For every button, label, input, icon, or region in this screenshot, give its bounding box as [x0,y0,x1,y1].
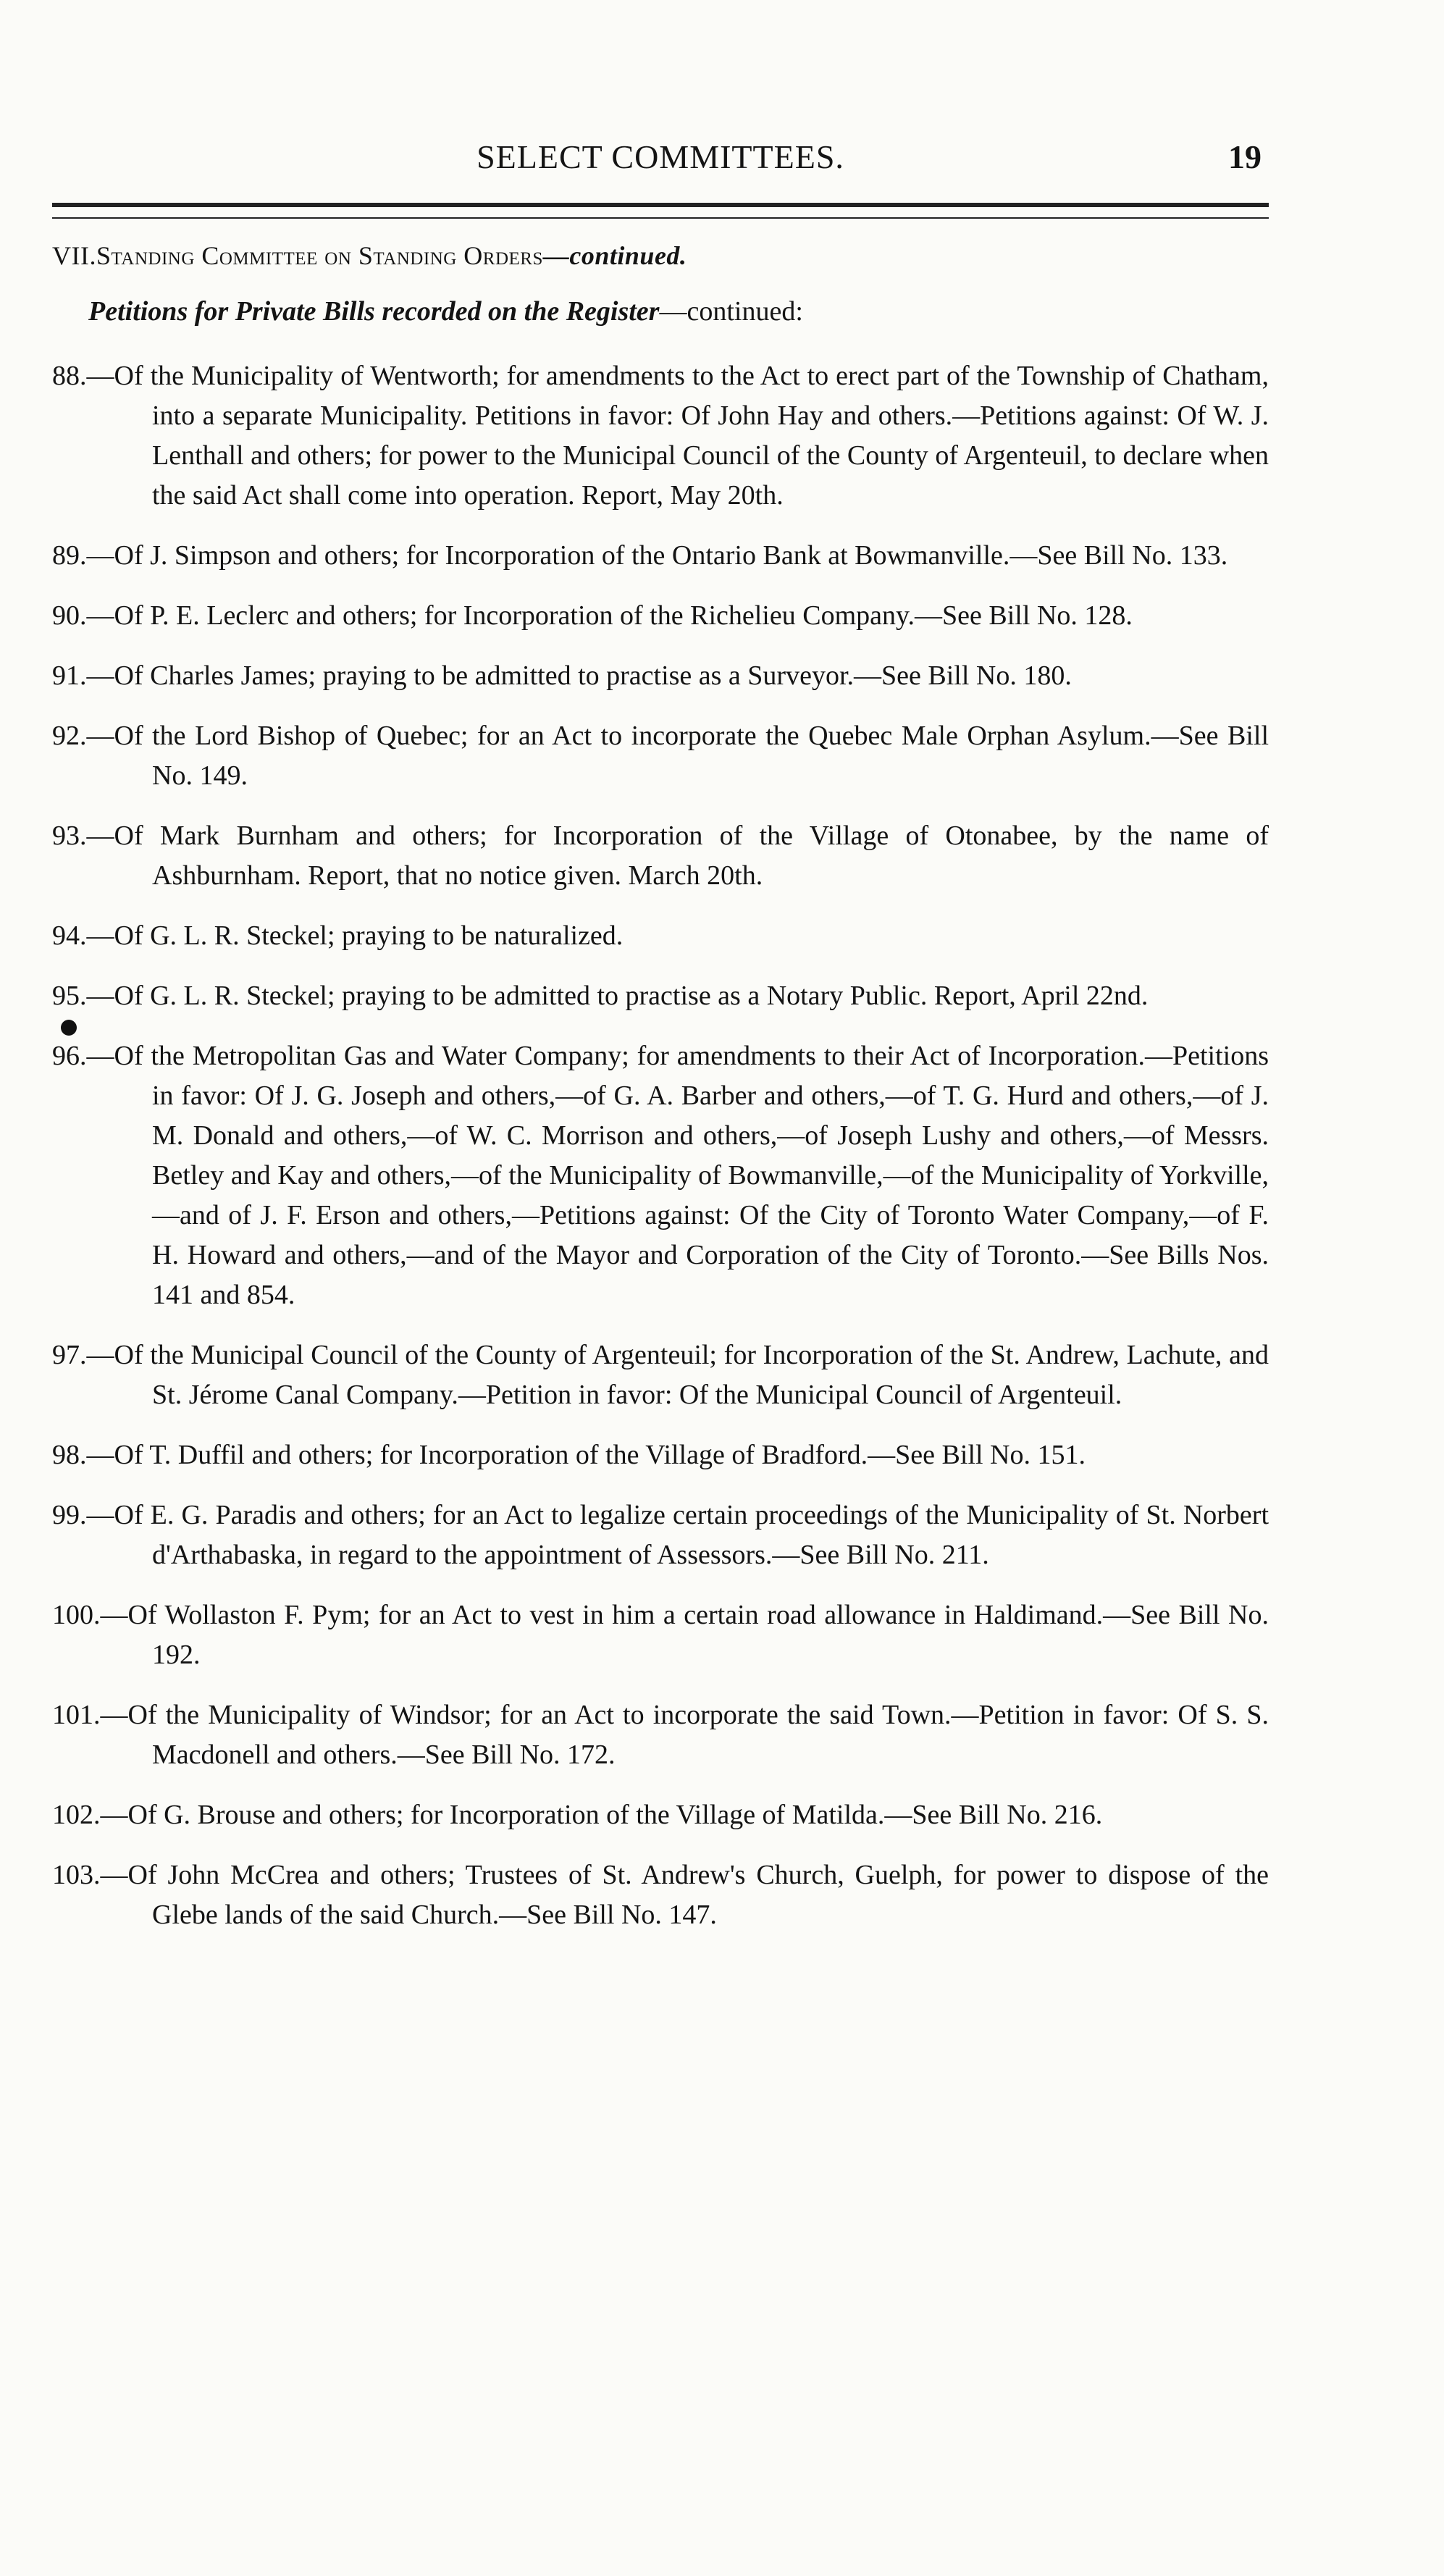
entry-number: 91. [52,660,87,691]
entry-text: —Of G. L. R. Steckel; praying to be naturalized. [86,920,624,951]
entry-number: 97. [52,1340,87,1370]
subheading-italic: Petitions for Private Bills recorded on the Register [88,296,660,327]
section-title: Standing Committee on Standing Orders [96,241,543,270]
running-title: SELECT COMMITTEES. [477,138,844,175]
entry-text: —Of John McCrea and others; Trustees of St. Andrew's Church, Guelph, for power to dispose of the Glebe lands of the said Church.—See Bill No. 147. [100,1860,1269,1930]
entry-number: 94. [52,920,87,951]
petition-entry-95 [52,976,1269,1016]
header-rule [52,203,1269,219]
entry-text: —Of the Municipality of Wentworth; for amendments to the Act to erect part of the Township of Chatham, into a separate Municipality. Petitions in favor: Of John Hay and others.—Petitions against: Of W. J. Lenthall and others; for power to the Municipal Council of the County of Argenteuil, to declare when the said Act shall come into operation. Report, May 20th. [86,361,1269,511]
petition-entry-97 [52,1335,1269,1415]
petition-entry-91 [52,656,1269,696]
entry-number: 90. [52,600,87,631]
entry-text: —Of E. G. Paradis and others; for an Act to legalize certain proceedings of the Municipality of St. Norbert d'Arthabaska, in regard to the appointment of Assessors.—See Bill No. 211. [86,1500,1269,1570]
petition-entry-100 [52,1595,1269,1675]
entry-number: 96. [52,1041,87,1071]
entry-text: —Of Wollaston F. Pym; for an Act to vest in him a certain road allowance in Haldimand.—See Bill No. 192. [100,1600,1269,1670]
entry-number: 95. [52,981,87,1011]
section-number: VII. [52,241,96,270]
entry-number: 101. [52,1700,101,1730]
entry-number: 100. [52,1600,101,1630]
entry-text: —Of the Municipality of Windsor; for an Act to incorporate the said Town.—Petition in favor: Of S. S. Macdonell and others.—See Bill No. 172. [100,1700,1269,1770]
entry-number: 102. [52,1800,101,1830]
section-heading [52,240,1269,271]
petition-entry-89 [52,536,1269,576]
entry-text: —Of T. Duffil and others; for Incorporation of the Village of Bradford.—See Bill No. 151. [86,1440,1086,1470]
section-continued: —continued. [542,241,687,270]
ink-blot [61,1020,77,1036]
entry-text: —Of Mark Burnham and others; for Incorporation of the Village of Otonabee, by the name of Ashburnham. Report, that no notice given. March 20th. [86,821,1269,891]
entry-text: —Of Charles James; praying to be admitted to practise as a Surveyor.—See Bill No. 180. [86,660,1072,691]
subheading [88,295,1269,327]
entry-number: 99. [52,1500,87,1530]
petition-list [52,356,1269,1935]
entry-text: —Of G. Brouse and others; for Incorporation of the Village of Matilda.—See Bill No. 216. [100,1800,1103,1830]
petition-entry-99 [52,1495,1269,1575]
petition-entry-93 [52,816,1269,896]
petition-entry-92 [52,716,1269,796]
entry-number: 89. [52,540,87,571]
petition-entry-103 [52,1855,1269,1935]
entry-text: —Of the Lord Bishop of Quebec; for an Act to incorporate the Quebec Male Orphan Asylum.—See Bill No. 149. [86,721,1269,791]
entry-text: —Of G. L. R. Steckel; praying to be admitted to practise as a Notary Public. Report, April 22nd. [86,981,1149,1011]
petition-entry-101 [52,1695,1269,1775]
document-page [52,109,1269,1955]
petition-entry-90 [52,596,1269,636]
page-header [52,109,1269,174]
entry-number: 92. [52,721,87,751]
petition-entry-94 [52,916,1269,956]
page-number: 19 [1228,138,1262,175]
petition-entry-102 [52,1795,1269,1835]
entry-number: 88. [52,361,87,391]
entry-text: —Of the Municipal Council of the County of Argenteuil; for Incorporation of the St. Andrew, Lachute, and St. Jérome Canal Company.—Petition in favor: Of the Municipal Council of Argenteuil. [86,1340,1269,1410]
entry-text: —Of P. E. Leclerc and others; for Incorporation of the Richelieu Company.—See Bill No. 128. [86,600,1133,631]
petition-entry-98 [52,1435,1269,1475]
entry-number: 93. [52,821,87,851]
subheading-rest: —continued: [659,296,803,327]
entry-text: —Of J. Simpson and others; for Incorporation of the Ontario Bank at Bowmanville.—See Bill No. 133. [86,540,1228,571]
entry-number: 98. [52,1440,87,1470]
entry-text: —Of the Metropolitan Gas and Water Company; for amendments to their Act of Incorporation.—Petitions in favor: Of J. G. Joseph and others,—of G. A. Barber and others,—of T. G. Hurd and others,—of J. M. Donald and others,—of W. C. Morrison and others,—of Joseph Lushy and others,—of Messrs. Betley and Kay and others,—of the Municipality of Bowmanville,—of the Municipality of Yorkville,—and of J. F. Erson and others,—Petitions against: Of the City of Toronto Water Company,—of F. H. Howard and others,—and of the Mayor and Corporation of the City of Toronto.—See Bills Nos. 141 and 854. [86,1041,1269,1310]
petition-entry-96 [52,1036,1269,1315]
petition-entry-88 [52,356,1269,516]
entry-number: 103. [52,1860,101,1890]
